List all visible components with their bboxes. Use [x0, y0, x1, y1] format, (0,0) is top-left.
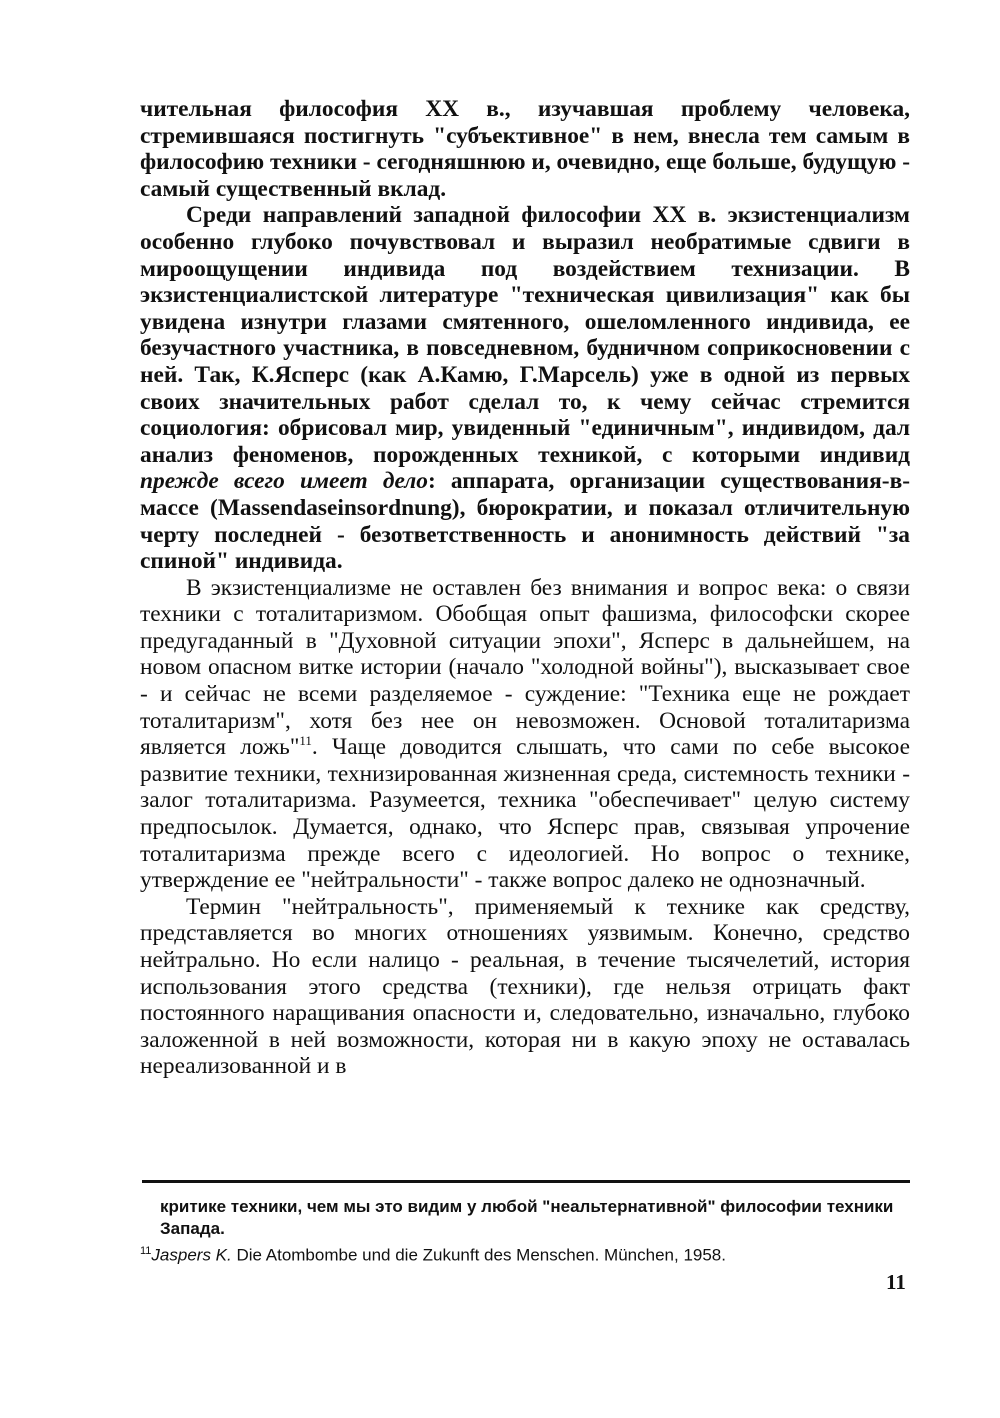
footnote-11-number: 11 — [140, 1245, 152, 1257]
paragraph-3-text-a: В экзистенциализме не оставлен без внимания и вопрос века: о связи техники с тоталитаризмом. Обобщая опыт фашизма, философски скорее предугаданный в "Духовной ситуации эпохи", Ясперс в дальнейшем, на новом опасном витке истории (начало "холодной войны"), высказывает свое - и сейчас не всеми разделяемое - суждение: "Техника еще не рождает тоталитаризм", хотя без нее он невозможен. Основой тоталитаризма является ложь" — [140, 574, 910, 761]
footnote-11 — [140, 1240, 910, 1267]
paragraph-2-text-b: : аппарата, организации существования-в-массе (Massendaseinsordnung), бюрократии, и показал отличительную черту последней - безответственность и анонимность действий "за спиной" индивида. — [140, 468, 910, 575]
footnote-continuation: критике техники, чем мы это видим у любой "неальтернативной" философии техники Запада. — [160, 1197, 894, 1238]
paragraph-4: Термин "нейтральность", применяемый к технике как средству, представляется во многих отношениях уязвимым. Конечно, средство нейтрально. Но если налицо - реальная, в течение тысячелетий, история использования этого средства (техники), где нельзя отрицать факт постоянного наращивания опасности и, следовательно, изначально, глубоко заложенной в ней возможности, которая ни в какую эпоху не оставалась нереализованной и в — [140, 893, 910, 1080]
paragraph-2-emphasis: прежде всего имеет дело — [140, 468, 428, 495]
footnote-11-text: Die Atombombe und die Zukunft des Menschen. München, 1958. — [231, 1245, 726, 1265]
paragraph-1: чительная философия XX в., изучавшая проблему человека, стремившаяся постигнуть "субъективное" в нем, внесла тем самым в философию техники - сегодняшнюю и, очевидно, еще больше, будущую - самый существенный вклад. — [140, 96, 910, 202]
paragraph-2-text-a: Среди направлений западной философии XX в. экзистенциализм особенно глубоко почувствовал и выразил необратимые сдвиги в мироощущении индивида под воздействием технизации. В экзистенциалистской литературе "техническая цивилизация" как бы увидена изнутри глазами смятенного, ошеломленного индивида, ее безучастного участника, в повседневном, будничном соприкосновении с ней. Так, К.Ясперс (как А.Камю, Г.Марсель) уже в одной из первых своих значительных работ сделал то, к чему сейчас стремится социология: обрисовал мир, увиденный "единичным", индивидом, дал анализ феноменов, порожденных техникой, с которыми индивид — [140, 202, 910, 468]
paragraph-2 — [140, 202, 910, 574]
footnote-11-author: Jaspers K. — [151, 1245, 232, 1265]
footnote-divider — [142, 1180, 910, 1183]
main-text — [140, 96, 910, 1080]
footnote-reference-11: 11 — [299, 733, 312, 749]
paragraph-3 — [140, 575, 910, 894]
footnotes — [140, 1196, 910, 1267]
paragraph-3-text-b: . Чаще доводится слышать, что сами по себе высокое развитие техники, технизированная жизненная среда, системность техники - залог тоталитаризма. Разумеется, техника "обеспечивает" целую систему предпосылок. Думается, однако, что Ясперс прав, связывая упрочение тоталитаризма прежде всего с идеологией. Но вопрос о технике, утверждение ее "нейтральности" - также вопрос далеко не однозначный. — [140, 734, 910, 894]
page-number: 11 — [886, 1270, 906, 1294]
